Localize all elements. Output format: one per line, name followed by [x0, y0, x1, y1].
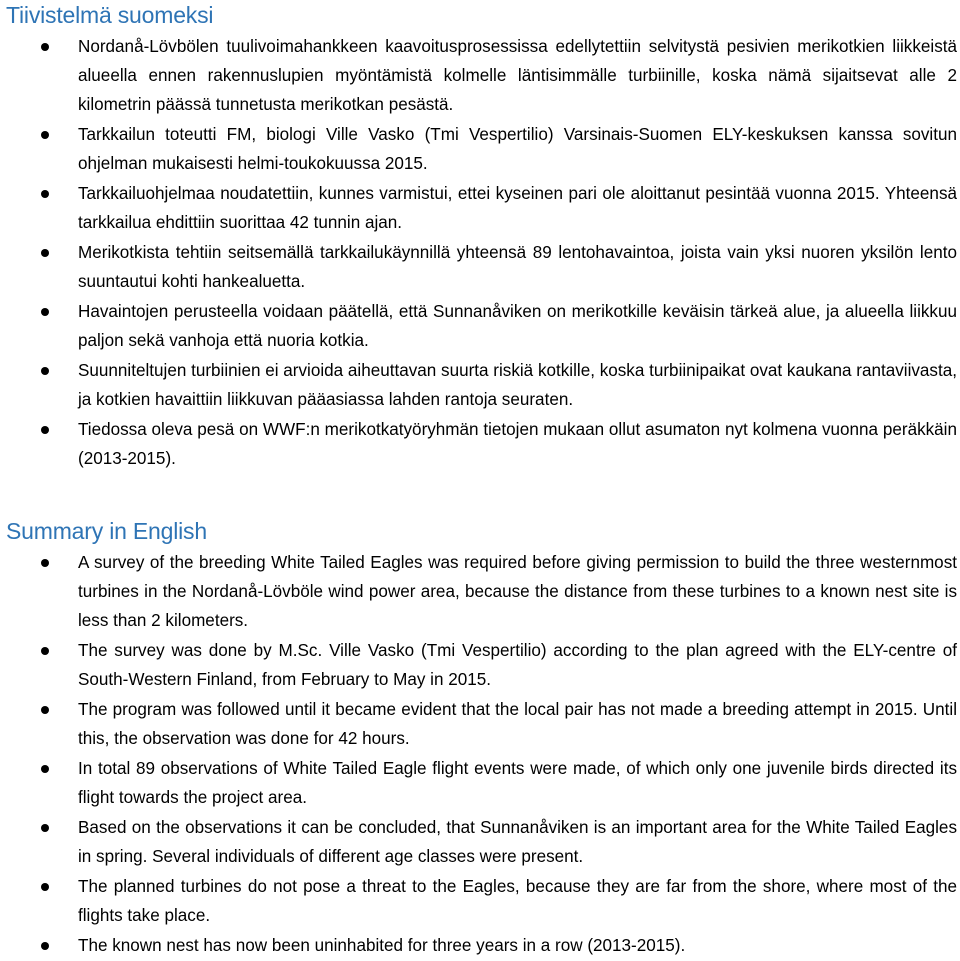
list-item	[0, 120, 960, 178]
list-item	[0, 695, 960, 753]
list-item	[0, 813, 960, 871]
bullet-dot-icon	[41, 426, 49, 434]
list-item-text: Tarkkailuohjelmaa noudatettiin, kunnes varmistui, ettei kyseinen pari ole aloittanut pesintää vuonna 2015. Yhteensä tarkkailua ehdittiin suorittaa 42 tunnin ajan.	[78, 184, 957, 233]
bullet-dot-icon	[41, 249, 49, 257]
list-item-text: Havaintojen perusteella voidaan päätellä, että Sunnanåviken on merikotkille keväisin tärkeä alue, ja alueella liikkuu paljon sekä vanhoja että nuoria kotkia.	[78, 302, 957, 351]
bullet-dot-icon	[41, 131, 49, 139]
list-item-text: Based on the observations it can be concluded, that Sunnanåviken is an important area for the White Tailed Eagles in spring. Several individuals of different age classes were present.	[78, 818, 957, 867]
english-summary-heading: Summary in English	[6, 518, 207, 544]
bullet-dot-icon	[41, 706, 49, 714]
finnish-summary-heading: Tiivistelmä suomeksi	[6, 2, 214, 28]
list-item-text: Merikotkista tehtiin seitsemällä tarkkailukäynnillä yhteensä 89 lentohavaintoa, joista vain yksi nuoren yksilön lento suuntautui kohti hankealuetta.	[78, 243, 957, 292]
bullet-dot-icon	[41, 367, 49, 375]
list-item-text: The program was followed until it became evident that the local pair has not made a breeding attempt in 2015. Until this, the observation was done for 42 hours.	[78, 700, 957, 749]
list-item	[0, 356, 960, 414]
list-item	[0, 297, 960, 355]
list-item	[0, 32, 960, 120]
english-summary-section	[0, 516, 960, 961]
finnish-summary-list	[0, 32, 960, 474]
list-item	[0, 872, 960, 930]
list-item	[0, 415, 960, 473]
bullet-dot-icon	[41, 765, 49, 773]
bullet-dot-icon	[41, 883, 49, 891]
list-item-text: In total 89 observations of White Tailed Eagle flight events were made, of which only one juvenile birds directed its flight towards the project area.	[78, 759, 957, 808]
bullet-dot-icon	[41, 942, 49, 950]
list-item-text: The known nest has now been uninhabited for three years in a row (2013-2015).	[78, 936, 686, 956]
list-item-text: Nordanå-Lövbölen tuulivoimahankkeen kaavoitusprosessissa edellytettiin selvitystä pesivien merikotkien liikkeistä alueella ennen rakennuslupien myöntämistä kolmelle läntisimmälle turbiinille, koska nämä sijaitsevat alle 2 kilometrin päässä tunnetusta merikotkan pesästä.	[78, 37, 957, 115]
bullet-dot-icon	[41, 824, 49, 832]
english-summary-list	[0, 548, 960, 960]
bullet-dot-icon	[41, 647, 49, 655]
list-item	[0, 548, 960, 636]
list-item-text: A survey of the breeding White Tailed Eagles was required before giving permission to build the three westernmost turbines in the Nordanå-Lövböle wind power area, because the distance from these turbines to a known nest site is less than 2 kilometers.	[78, 553, 957, 631]
list-item-text: Suunniteltujen turbiinien ei arvioida aiheuttavan suurta riskiä kotkille, koska turbiinipaikat ovat kaukana rantaviivasta, ja kotkien havaittiin liikkuvan pääasiassa lahden rantoja seuraten.	[78, 361, 957, 410]
list-item	[0, 238, 960, 296]
list-item	[0, 636, 960, 694]
list-item-text: The survey was done by M.Sc. Ville Vasko (Tmi Vespertilio) according to the plan agreed with the ELY-centre of South-Western Finland, from February to May in 2015.	[78, 641, 957, 690]
list-item	[0, 179, 960, 237]
bullet-dot-icon	[41, 308, 49, 316]
finnish-summary-section	[0, 0, 960, 474]
bullet-dot-icon	[41, 43, 49, 51]
list-item	[0, 754, 960, 812]
list-item-text: Tarkkailun toteutti FM, biologi Ville Vasko (Tmi Vespertilio) Varsinais-Suomen ELY-keskuksen kanssa sovitun ohjelman mukaisesti helmi-toukokuussa 2015.	[78, 125, 957, 174]
bullet-dot-icon	[41, 190, 49, 198]
list-item-text: Tiedossa oleva pesä on WWF:n merikotkatyöryhmän tietojen mukaan ollut asumaton nyt kolmena vuonna peräkkäin (2013-2015).	[78, 420, 957, 469]
list-item-text: The planned turbines do not pose a threat to the Eagles, because they are far from the shore, where most of the flights take place.	[78, 877, 957, 926]
bullet-dot-icon	[41, 559, 49, 567]
list-item	[0, 931, 960, 960]
